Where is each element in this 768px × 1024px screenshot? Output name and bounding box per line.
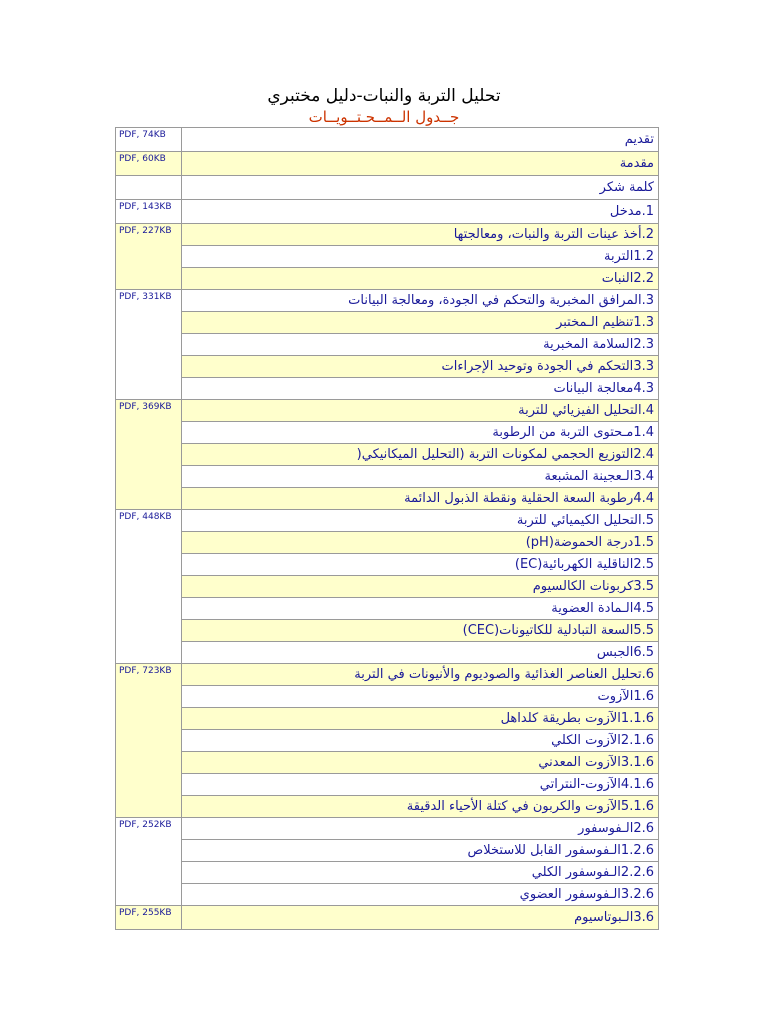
pdf-link[interactable]: PDF, 252KB (116, 818, 182, 906)
toc-subentry[interactable]: 4.4رطوبة السعة الحقلية ونقطة الذبول الدائمة (182, 488, 659, 510)
toc-entry[interactable]: 6.تحليل العناصر الغذائية والصوديوم والأنيونات في التربة (182, 664, 659, 686)
toc-subsubentry[interactable]: 1.2.6الـفوسفور القابل للاستخلاص (182, 840, 659, 862)
toc-subentry[interactable]: 5.5السعة التبادلية للكاتيونات(CEC) (182, 620, 659, 642)
toc-subentry[interactable]: 4.5الـمادة العضوية (182, 598, 659, 620)
toc-subentry[interactable]: 1.2التربة (182, 246, 659, 268)
toc-subentry[interactable]: 1.6الآزوت (182, 686, 659, 708)
toc-entry[interactable]: تقديم (182, 128, 659, 152)
toc-subentry[interactable]: 2.2النبات (182, 268, 659, 290)
toc-subsubentry[interactable]: 1.1.6الآزوت بطريقة كلداهل (182, 708, 659, 730)
toc-entry[interactable]: 4.التحليل الفيزيائي للتربة (182, 400, 659, 422)
toc-subentry[interactable]: 3.5كربونات الكالسيوم (182, 576, 659, 598)
toc-subsubentry[interactable]: 4.1.6الآزوت-النتراتي (182, 774, 659, 796)
toc-subentry[interactable]: 3.4الـعجينة المشبعة (182, 466, 659, 488)
toc-subentry[interactable]: 4.3معالجة البيانات (182, 378, 659, 400)
pdf-link[interactable]: PDF, 723KB (116, 664, 182, 818)
table-of-contents-heading: جــدول الــمــحـتــويــات (308, 108, 460, 126)
toc-subentry[interactable]: 3.6الـبوتاسيوم (182, 906, 659, 930)
pdf-link[interactable]: PDF, 255KB (116, 906, 182, 930)
pdf-link[interactable]: PDF, 369KB (116, 400, 182, 510)
pdf-link[interactable]: PDF, 74KB (116, 128, 182, 152)
pdf-link-empty (116, 176, 182, 200)
pdf-link[interactable]: PDF, 227KB (116, 224, 182, 290)
toc-entry[interactable]: 3.المرافق المخبرية والتحكم في الجودة، ومعالجة البيانات (182, 290, 659, 312)
toc-subentry[interactable]: 2.5الناقلية الكهربائية(EC) (182, 554, 659, 576)
toc-subentry[interactable]: 1.5درجة الحموضة(pH) (182, 532, 659, 554)
toc-subsubentry[interactable]: 3.2.6الـفوسفور العضوي (182, 884, 659, 906)
toc-subsubentry[interactable]: 2.1.6الآزوت الكلي (182, 730, 659, 752)
toc-entry[interactable]: 5.التحليل الكيميائي للتربة (182, 510, 659, 532)
pdf-link[interactable]: PDF, 143KB (116, 200, 182, 224)
toc-subsubentry[interactable]: 2.2.6الـفوسفور الكلي (182, 862, 659, 884)
toc-subentry[interactable]: 2.3السلامة المخبرية (182, 334, 659, 356)
toc-subentry[interactable]: 2.4التوزيع الحجمي لمكونات التربة (التحليل الميكانيكي( (182, 444, 659, 466)
toc-entry[interactable]: مقدمة (182, 152, 659, 176)
toc-subentry[interactable]: 6.5الجبس (182, 642, 659, 664)
toc-subentry[interactable]: 1.4مـحتوى التربة من الرطوبة (182, 422, 659, 444)
toc-subentry[interactable]: 3.3التحكم في الجودة وتوحيد الإجراءات (182, 356, 659, 378)
toc-entry[interactable]: 1.مدخل (182, 200, 659, 224)
toc-subsubentry[interactable]: 5.1.6الآزوت والكربون في كتلة الأحياء الدقيقة (182, 796, 659, 818)
toc-subentry[interactable]: 2.6الـفوسفور (182, 818, 659, 840)
toc-entry[interactable]: كلمة شكر (182, 176, 659, 200)
toc-subsubentry[interactable]: 3.1.6الآزوت المعدني (182, 752, 659, 774)
contents-table (115, 127, 659, 930)
pdf-link[interactable]: PDF, 331KB (116, 290, 182, 400)
document-title: تحليل التربة والنبات-دليل مختبري (267, 86, 501, 106)
toc-entry[interactable]: 2.أخذ عينات التربة والنبات، ومعالجتها (182, 224, 659, 246)
pdf-link[interactable]: PDF, 448KB (116, 510, 182, 664)
pdf-link[interactable]: PDF, 60KB (116, 152, 182, 176)
toc-subentry[interactable]: 1.3تنظيم الـمختبر (182, 312, 659, 334)
